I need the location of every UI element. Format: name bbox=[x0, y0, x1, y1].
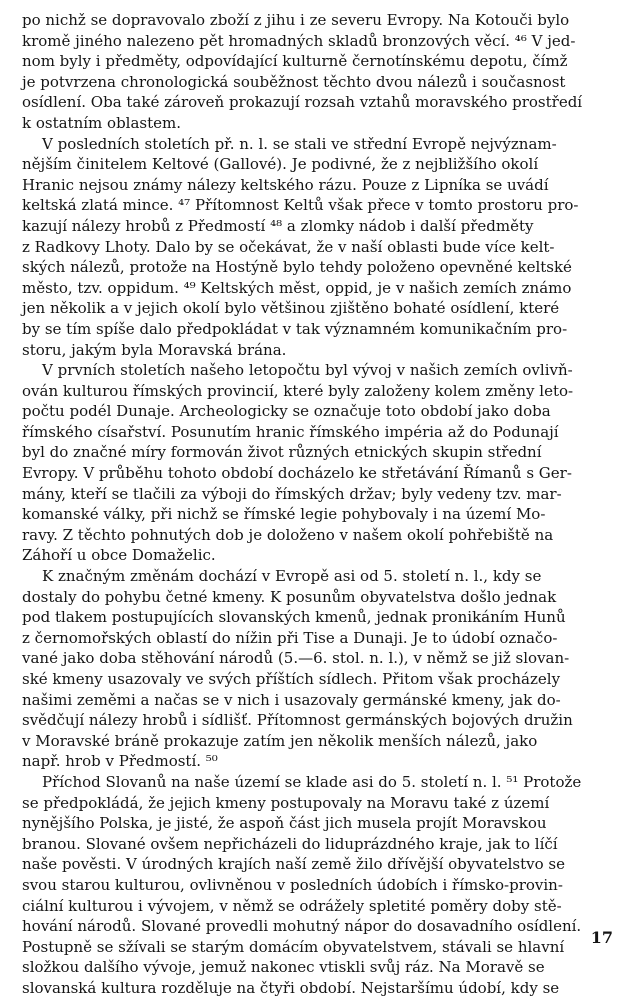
text-line: nějším činitelem Keltové (Gallové). Je podivné, že z nejbližšího okolí bbox=[22, 155, 539, 174]
text-line: nom byly i předměty, odpovídající kulturně černotínskému depotu, čímž bbox=[22, 52, 568, 71]
text-line: našimi zeměmi a načas se v nich i usazovaly germánské kmeny, jak do- bbox=[22, 690, 561, 709]
text-line: branou. Slované ovšem nepřicházeli do liduprázdného kraje, jak to líčí bbox=[22, 834, 558, 853]
text-line: k ostatním oblastem. bbox=[22, 113, 182, 132]
text-line: Evropy. V průběhu tohoto období docházelo ke střetávání Římanů s Ger- bbox=[22, 464, 572, 483]
text-line: město, tzv. oppidum. ⁴⁹ Keltských měst, oppid, je v našich zemích známo bbox=[22, 278, 572, 297]
text-line: by se tím spíše dalo předpokládat v tak významném komunikačním pro- bbox=[22, 319, 568, 338]
text-line: po nichž se dopravovalo zboží z jihu i ze severu Evropy. Na Kotouči bylo bbox=[22, 11, 570, 29]
text-line: z černomořských oblastí do nížin při Tise a Dunaji. Je to údobí označo- bbox=[22, 628, 558, 647]
text-line: počtu podél Dunaje. Archeologicky se označuje toto období jako doba bbox=[22, 402, 551, 421]
text-line: pod tlakem postupujících slovanských kmenů, jednak pronikáním Hunů bbox=[22, 608, 566, 627]
text-line: V posledních stoletích př. n. l. se stali ve střední Evropě nejvýznam- bbox=[42, 134, 557, 153]
text-line: osídlení. Oba také zároveň prokazují rozsah vztahů moravského prostředí bbox=[22, 93, 583, 112]
text-line: v Moravské bráně prokazuje zatím jen několik menších nálezů, jako bbox=[22, 731, 538, 750]
text-line: ských nálezů, protože na Hostýně bylo tehdy položeno opevněné keltské bbox=[22, 258, 572, 277]
page-number: 17 bbox=[590, 928, 613, 947]
text-line: ciální kulturou i vývojem, v němž se odrážely spletité poměry doby stě- bbox=[22, 896, 562, 915]
text-line: je potvrzena chronologická souběžnost těchto dvou nálezů i současnost bbox=[22, 72, 566, 91]
body-text bbox=[22, 10, 616, 999]
text-line: hování národů. Slované provedli mohutný nápor do dosavadního osídlení. bbox=[22, 917, 582, 936]
text-line: ravy. Z těchto pohnutých dob je doloženo v našem okolí pohřebiště na bbox=[22, 525, 554, 544]
text-line: Hranic nejsou známy nálezy keltského rázu. Pouze z Lipníka se uvádí bbox=[22, 175, 549, 194]
text-line: Postupně se sžívali se starým domácím obyvatelstvem, stávali se hlavní bbox=[22, 937, 565, 956]
text-line: svědčují nálezy hrobů i sídlišť. Přítomnost germánských bojových družin bbox=[22, 711, 573, 730]
text-line: svou starou kulturou, ovlivněnou v posledních údobích i římsko-provin- bbox=[22, 875, 563, 894]
text-line: z Radkovy Lhoty. Dalo by se očekávat, že v naší oblasti bude více kelt- bbox=[22, 237, 555, 256]
text-line: nynějšího Polska, je jisté, že aspoň část jich musela projít Moravskou bbox=[22, 814, 547, 833]
text-line: jen několik a v jejich okolí bylo většinou zjištěno bohaté osídlení, které bbox=[22, 299, 560, 318]
text-line: římského císařství. Posunutím hranic římského impéria až do Podunají bbox=[22, 422, 559, 441]
text-line: naše pověsti. V úrodných krajích naší země žilo dřívější obyvatelstvo se bbox=[22, 855, 565, 874]
text-line: storu, jakým byla Moravská brána. bbox=[22, 340, 287, 359]
text-line: např. hrob v Předmostí. ⁵⁰ bbox=[22, 752, 218, 771]
text-line: K značným změnám dochází v Evropě asi od 5. století n. l., kdy se bbox=[42, 567, 542, 586]
text-line: slovanská kultura rozděluje na čtyři období. Nejstaršímu údobí, kdy se bbox=[22, 978, 560, 997]
text-line: se předpokládá, že jejich kmeny postupovaly na Moravu také z území bbox=[22, 793, 550, 812]
text-line: komanské války, při nichž se římské legie pohybovaly i na území Mo- bbox=[22, 505, 546, 524]
text-line: keltská zlatá mince. ⁴⁷ Přítomnost Keltů však přece v tomto prostoru pro- bbox=[22, 196, 579, 215]
text-line: kazují nálezy hrobů z Předmostí ⁴⁸ a zlomky nádob i další předměty bbox=[22, 216, 534, 235]
text-line: mány, kteří se tlačili za výboji do římských držav; byly vedeny tzv. mar- bbox=[22, 484, 562, 503]
text-line: kromě jiného nalezeno pět hromadných skladů bronzových věcí. ⁴⁶ V jed- bbox=[22, 31, 576, 50]
text-line: složkou dalšího vývoje, jemuž nakonec vtiskli svůj ráz. Na Moravě se bbox=[22, 958, 545, 977]
text-line: Záhoří u obce Domaželic. bbox=[22, 546, 216, 565]
text-line: ován kulturou římských provincií, které byly založeny kolem změny leto- bbox=[22, 381, 574, 400]
text-line: Příchod Slovanů na naše území se klade asi do 5. století n. l. ⁵¹ Protože bbox=[42, 772, 582, 791]
text-line: ské kmeny usazovaly ve svých příštích sídlech. Přitom však procházely bbox=[22, 670, 561, 688]
text-line: V prvních stoletích našeho letopočtu byl vývoj v našich zemích ovlivň- bbox=[42, 361, 573, 380]
text-line: dostaly do pohybu četné kmeny. K posunům obyvatelstva došlo jednak bbox=[22, 587, 557, 606]
text-line: vané jako doba stěhování národů (5.—6. stol. n. l.), v němž se již slovan- bbox=[22, 649, 570, 668]
text-line: byl do značné míry formován život různých etnických skupin střední bbox=[22, 443, 542, 462]
